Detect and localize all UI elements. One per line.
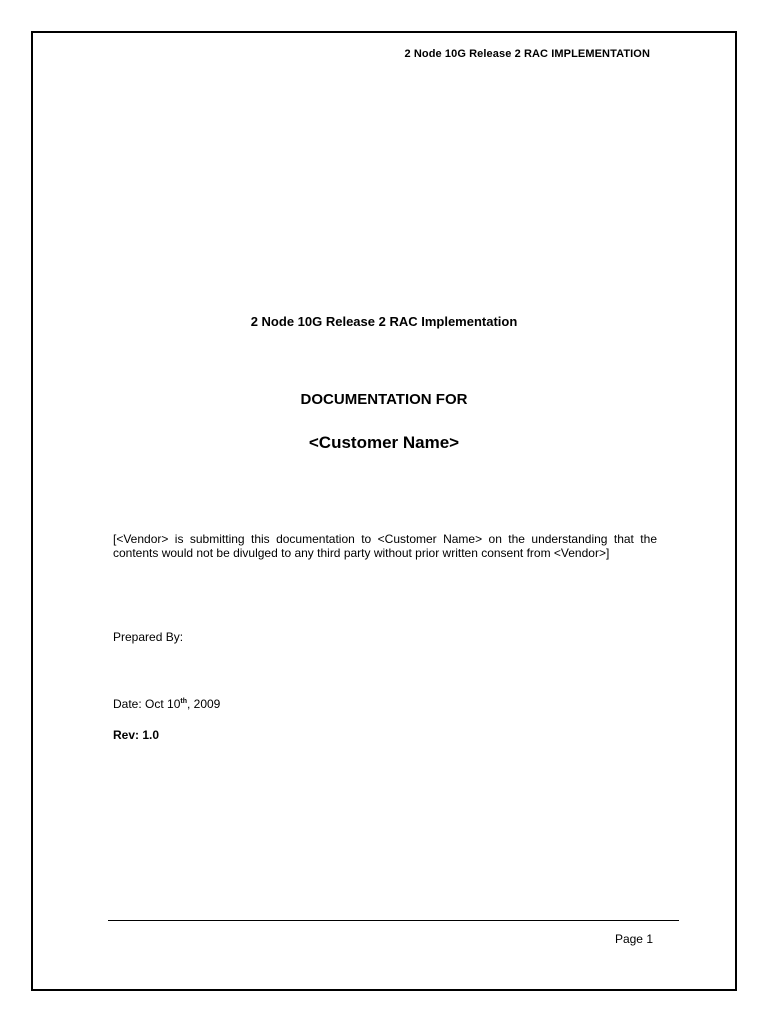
confidentiality-disclaimer: [<Vendor> is submitting this documentation to <Customer Name> on the understanding that the contents would not be divulged to any third party without prior written consent from <Vendor>] [113, 532, 657, 560]
document-date [113, 697, 220, 711]
document-page [31, 31, 737, 991]
date-ordinal: th [180, 698, 187, 705]
footer-divider [108, 920, 679, 921]
customer-name-heading: <Customer Name> [308, 433, 460, 452]
date-suffix: , 2009 [186, 697, 221, 711]
date-prefix: Date: Oct 10 [113, 697, 181, 711]
running-header: 2 Node 10G Release 2 RAC IMPLEMENTATION [404, 48, 650, 60]
page-number: Page 1 [614, 932, 653, 946]
prepared-by-label: Prepared By: [113, 630, 184, 644]
document-title: 2 Node 10G Release 2 RAC Implementation [250, 314, 518, 329]
documentation-for-heading: DOCUMENTATION FOR [300, 391, 468, 408]
revision-number: Rev: 1.0 [113, 728, 160, 742]
